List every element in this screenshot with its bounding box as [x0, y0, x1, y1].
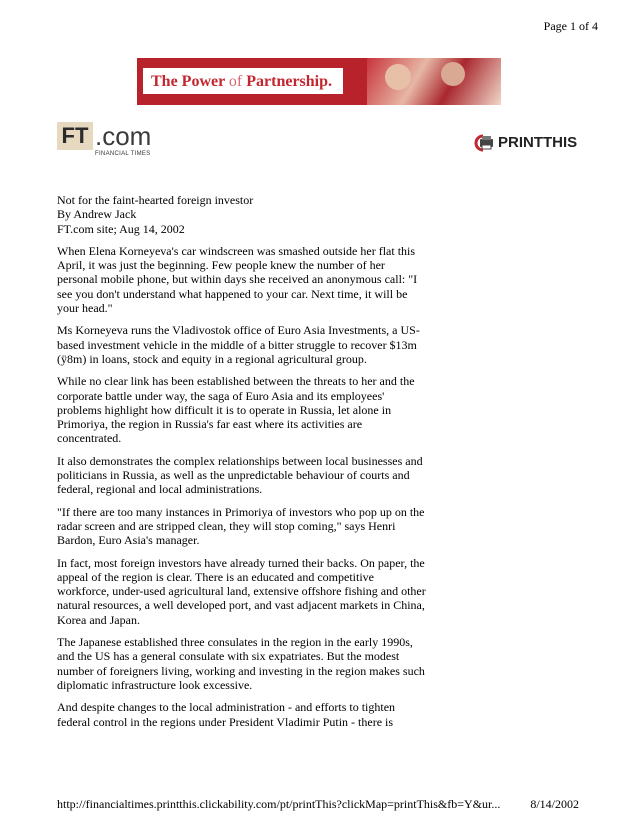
printthis-label-this: THIS: [543, 134, 578, 151]
article-paragraph: "If there are too many instances in Primoriya of investors who pop up on the radar screen and are stripped clean, they will stop coming," says Henri Bardon, Euro Asia's manager.: [57, 504, 425, 548]
banner-photo: [367, 58, 501, 105]
ft-logo-dotcom: .com: [95, 121, 152, 151]
article-paragraph: When Elena Korneyeva's car windscreen was smashed outside her flat this April, it was just the beginning. Few people knew the number of her personal mobile phone, but within days she received an anonymous call: "I see you don't understand what happened to your car. Next time, it will be your head.": [57, 243, 418, 316]
article: [57, 193, 427, 737]
article-meta: [57, 193, 427, 236]
article-paragraph: The Japanese established three consulates in the region in the early 1990s, and the US has a general consulate with six expatriates. But the modest number of foreigners living, working and investing in the region makes such diplomatic infrastructure look excessive.: [57, 635, 425, 692]
banner-person-2: [441, 62, 465, 86]
article-source: FT.com site; Aug 14, 2002: [57, 221, 185, 236]
printer-icon: [473, 133, 495, 153]
article-paragraph: While no clear link has been established between the threats to her and the corporate battle under way, the saga of Euro Asia and its employees' problems highlight how difficult it is to operate in Russia, let alone in Primoriya, the region in Russia's far east where its activities are concentrated.: [57, 374, 415, 446]
article-paragraph: And despite changes to the local administration - and efforts to tighten federal control in the regions under President Vladimir Putin - there is: [57, 700, 396, 729]
partnership-banner-ad[interactable]: [137, 58, 501, 105]
banner-person-1: [385, 64, 411, 90]
article-paragraph: It also demonstrates the complex relationships between local businesses and politicians in Russia, as well as the unpredictable behaviour of courts and federal, regional and local administrations.: [57, 453, 423, 497]
ft-logo-box: FT: [57, 122, 93, 150]
article-title: Not for the faint-hearted foreign investor: [57, 193, 254, 207]
printthis-label: [498, 133, 577, 153]
article-paragraph: In fact, most foreign investors have already turned their backs. On paper, the appeal of the region is clear. There is an educated and competitive workforce, under-used agricultural land, extensive offshore fishing and other natural resources, a well developed port, and vast adjacent markets in China, Korea and Japan.: [57, 555, 426, 627]
ft-logo-subtitle: FINANCIAL TIMES: [95, 151, 151, 157]
banner-tag-of: of: [228, 73, 243, 90]
article-paragraph: Ms Korneyeva runs the Vladivostok office of Euro Asia Investments, a US-based investment vehicle in the middle of a bitter struggle to recover $13m (ÿ8m) in loans, stock and equity in a regional agricultural group.: [57, 323, 420, 366]
banner-tagline: [151, 73, 332, 91]
footer-date: 8/14/2002: [530, 797, 579, 811]
article-byline: By Andrew Jack: [57, 207, 137, 222]
banner-tag-end: Partnership.: [246, 73, 333, 90]
page-number: Page 1 of 4: [543, 19, 598, 33]
banner-tag-main: The Power: [151, 73, 225, 90]
footer-url[interactable]: http://financialtimes.printthis.clickability.com/pt/printThis?clickMap=printThis&fb=Y&ur...: [57, 797, 501, 811]
ft-com-logo[interactable]: [57, 122, 157, 162]
printthis-label-print: PRINT: [498, 134, 543, 151]
